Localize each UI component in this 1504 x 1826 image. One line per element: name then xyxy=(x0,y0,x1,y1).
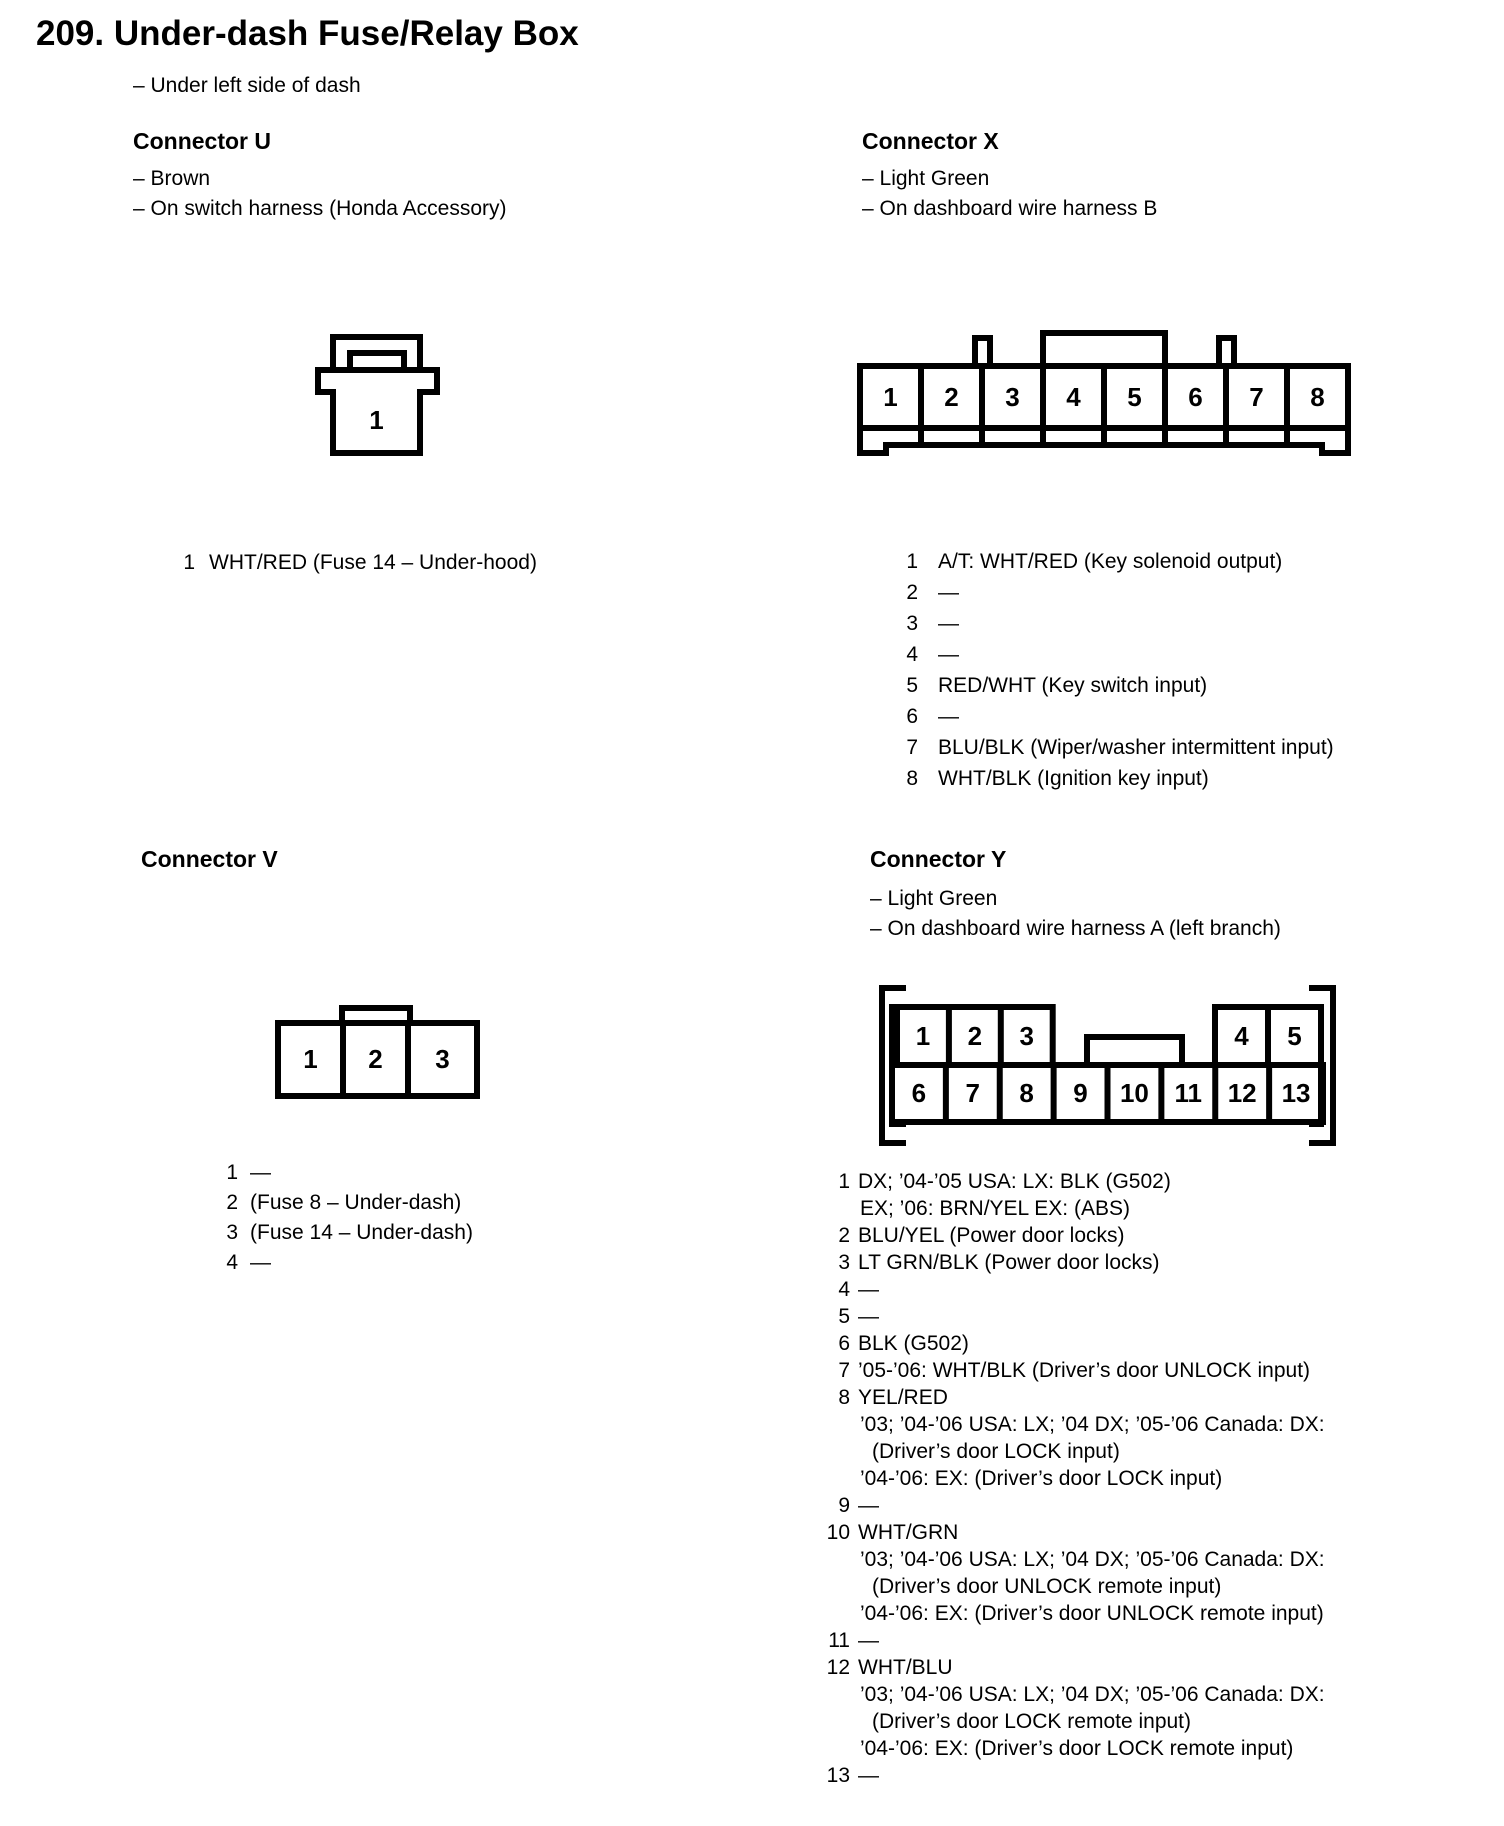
connector-x-key-tab xyxy=(975,338,990,366)
connector-x-pin-list xyxy=(898,546,1334,794)
pin-text-line: WHT/BLK (Ignition key input) xyxy=(938,767,1209,790)
pin-description xyxy=(858,1762,879,1789)
pin-description xyxy=(250,1248,271,1278)
cell-number: 1 xyxy=(915,1021,931,1051)
pin-row xyxy=(818,1303,1325,1330)
pin-text-line: (Driver’s door LOCK remote input) xyxy=(872,1710,1191,1733)
pin-text-line: — xyxy=(938,581,959,604)
pin-number: 9 xyxy=(838,1494,850,1517)
pin-number: 2 xyxy=(226,1191,238,1214)
pin-text-line: ’03; ’04-’06 USA: LX; ’04 DX; ’05-’06 Canada: DX: xyxy=(860,1413,1325,1436)
pin-number: 2 xyxy=(838,1224,850,1247)
connector-v-heading: Connector V xyxy=(141,846,278,872)
pin-description xyxy=(209,547,537,578)
pin-number: 4 xyxy=(838,1278,850,1301)
pin-text-line: ’03; ’04-’06 USA: LX; ’04 DX; ’05-’06 Canada: DX: xyxy=(860,1548,1325,1571)
pin-row xyxy=(818,1627,1325,1654)
pin-text-line: — xyxy=(858,1629,879,1652)
pin-description xyxy=(938,608,959,639)
pin-text-line: EX; ’06: BRN/YEL EX: (ABS) xyxy=(860,1197,1130,1220)
pin-number: 8 xyxy=(906,767,918,790)
pin-row xyxy=(898,546,1334,577)
pin-row xyxy=(222,1248,473,1278)
pin-row xyxy=(818,1384,1325,1492)
connector-u-note: – On switch harness (Honda Accessory) xyxy=(133,197,507,220)
pin-text-line: (Driver’s door LOCK input) xyxy=(872,1440,1120,1463)
cell-number: 2 xyxy=(967,1021,983,1051)
pin-text-line: A/T: WHT/RED (Key solenoid output) xyxy=(938,550,1283,573)
cell-number: 3 xyxy=(435,1044,450,1074)
pin-text-line: RED/WHT (Key switch input) xyxy=(938,674,1208,697)
pin-text-line: — xyxy=(858,1764,879,1787)
pin-number: 1 xyxy=(183,551,195,574)
pin-text-line: WHT/GRN xyxy=(858,1521,959,1544)
page-title: 209. Under-dash Fuse/Relay Box xyxy=(36,14,579,53)
pin-row xyxy=(818,1762,1325,1789)
connector-u-notes xyxy=(133,164,507,224)
pin-number: 6 xyxy=(906,705,918,728)
cell-number: 1 xyxy=(883,382,898,412)
connector-v-cell-numbers xyxy=(303,1044,449,1074)
connector-x-key-tab xyxy=(1219,338,1234,366)
pin-description xyxy=(858,1222,1125,1249)
pin-number: 1 xyxy=(838,1170,850,1193)
pin-row xyxy=(818,1357,1325,1384)
connector-x-note: – Light Green xyxy=(862,167,990,190)
pin-description xyxy=(858,1168,1171,1222)
connector-x-heading: Connector X xyxy=(862,128,999,154)
pin-row xyxy=(818,1249,1325,1276)
cell-number: 8 xyxy=(1019,1078,1034,1108)
cell-number: 6 xyxy=(1188,382,1203,412)
pin-row xyxy=(898,732,1334,763)
pin-text-line: — xyxy=(858,1494,879,1517)
pin-number: 13 xyxy=(826,1764,850,1787)
pin-number: 8 xyxy=(838,1386,850,1409)
connector-y-heading: Connector Y xyxy=(870,846,1007,872)
pin-text-line: (Fuse 8 – Under-dash) xyxy=(250,1191,462,1214)
cell-number: 6 xyxy=(911,1078,927,1108)
pin-description xyxy=(938,701,959,732)
pin-row xyxy=(222,1218,473,1248)
page-subtitle: – Under left side of dash xyxy=(133,74,361,97)
pin-row xyxy=(898,639,1334,670)
pin-row xyxy=(898,701,1334,732)
cell-number: 9 xyxy=(1073,1078,1088,1108)
cell-number: 13 xyxy=(1281,1078,1311,1108)
pin-description xyxy=(858,1249,1160,1276)
pin-description xyxy=(858,1276,879,1303)
pin-number: 4 xyxy=(906,643,918,666)
connector-y-diagram xyxy=(878,985,1338,1147)
connector-u-note: – Brown xyxy=(133,167,211,190)
pin-description xyxy=(858,1384,1325,1492)
pin-text-line: — xyxy=(938,643,959,666)
pin-number: 4 xyxy=(226,1251,238,1274)
pin-number: 5 xyxy=(838,1305,850,1328)
connector-u-diagram xyxy=(315,332,440,457)
pin-description xyxy=(858,1330,969,1357)
cell-number: 1 xyxy=(369,405,384,435)
pin-text-line: ’04-’06: EX: (Driver’s door UNLOCK remote input) xyxy=(860,1602,1324,1625)
pin-description xyxy=(250,1188,461,1218)
connector-u-pin-list xyxy=(181,547,537,578)
pin-row xyxy=(818,1276,1325,1303)
connector-v-diagram xyxy=(275,1003,480,1103)
pin-number: 11 xyxy=(828,1629,850,1652)
pin-text-line: — xyxy=(250,1161,271,1184)
connector-y-note: – Light Green xyxy=(870,887,998,910)
pin-row xyxy=(818,1168,1325,1222)
pin-text-line: BLU/BLK (Wiper/washer intermittent input) xyxy=(938,736,1334,759)
connector-u-flange xyxy=(318,370,437,392)
pin-description xyxy=(938,670,1207,701)
pin-row xyxy=(222,1188,473,1218)
pin-text-line: WHT/BLU xyxy=(858,1656,953,1679)
pin-text-line: LT GRN/BLK (Power door locks) xyxy=(858,1251,1160,1274)
pin-description xyxy=(938,763,1209,794)
pin-text-line: BLU/YEL (Power door locks) xyxy=(858,1224,1125,1247)
cell-number: 1 xyxy=(303,1044,318,1074)
cell-number: 2 xyxy=(368,1044,383,1074)
pin-description xyxy=(858,1627,879,1654)
pin-row xyxy=(222,1158,473,1188)
pin-number: 3 xyxy=(906,612,918,635)
pin-row xyxy=(898,763,1334,794)
cell-number: 12 xyxy=(1227,1078,1257,1108)
cell-number: 2 xyxy=(944,382,959,412)
pin-description xyxy=(938,639,959,670)
connector-v-pin-list xyxy=(222,1158,473,1278)
pin-text-line: WHT/RED (Fuse 14 – Under-hood) xyxy=(209,551,537,574)
pin-description xyxy=(938,732,1334,763)
cell-number: 3 xyxy=(1019,1021,1034,1051)
pin-description xyxy=(858,1357,1310,1384)
pin-row xyxy=(818,1492,1325,1519)
connector-y-notes xyxy=(870,884,1281,944)
pin-text-line: — xyxy=(858,1305,879,1328)
pin-description xyxy=(858,1492,879,1519)
pin-number: 1 xyxy=(226,1161,238,1184)
pin-text-line: ’03; ’04-’06 USA: LX; ’04 DX; ’05-’06 Canada: DX: xyxy=(860,1683,1325,1706)
pin-description xyxy=(858,1303,879,1330)
pin-number: 3 xyxy=(838,1251,850,1274)
pin-description xyxy=(938,546,1282,577)
pin-text-line: ’04-’06: EX: (Driver’s door LOCK remote input) xyxy=(860,1737,1294,1760)
connector-u-heading: Connector U xyxy=(133,128,271,154)
pin-text-line: — xyxy=(938,705,959,728)
pin-number: 10 xyxy=(826,1521,850,1544)
connector-x-notes xyxy=(862,164,1157,224)
connector-y-center-tab xyxy=(1087,1037,1182,1065)
cell-number: 11 xyxy=(1174,1078,1203,1108)
pin-row xyxy=(818,1519,1325,1627)
pin-number: 1 xyxy=(906,550,918,573)
connector-y-pin-list xyxy=(818,1168,1325,1789)
pin-row xyxy=(898,577,1334,608)
pin-number: 3 xyxy=(226,1221,238,1244)
pin-text-line: — xyxy=(250,1251,271,1274)
pin-text-line: (Fuse 14 – Under-dash) xyxy=(250,1221,473,1244)
pin-text-line: ’04-’06: EX: (Driver’s door LOCK input) xyxy=(860,1467,1223,1490)
pin-number: 5 xyxy=(906,674,918,697)
cell-number: 4 xyxy=(1234,1021,1249,1051)
pin-text-line: YEL/RED xyxy=(858,1386,948,1409)
pin-row xyxy=(181,547,537,578)
pin-text-line: (Driver’s door UNLOCK remote input) xyxy=(872,1575,1222,1598)
pin-number: 12 xyxy=(826,1656,850,1679)
connector-x-center-tab xyxy=(1043,333,1165,366)
connector-y-note: – On dashboard wire harness A (left branch) xyxy=(870,917,1281,940)
cell-number: 5 xyxy=(1127,382,1142,412)
cell-number: 7 xyxy=(965,1078,981,1108)
pin-number: 7 xyxy=(838,1359,850,1382)
connector-u-cell-numbers xyxy=(369,405,383,435)
connector-x-diagram xyxy=(856,321,1352,457)
pin-number: 2 xyxy=(906,581,918,604)
cell-number: 10 xyxy=(1119,1078,1149,1108)
cell-number: 7 xyxy=(1249,382,1264,412)
cell-number: 8 xyxy=(1310,382,1325,412)
connector-y-cell-dividers xyxy=(946,1065,1269,1122)
pin-text-line: — xyxy=(938,612,959,635)
pin-text-line: DX; ’04-’05 USA: LX: BLK (G502) xyxy=(858,1170,1171,1193)
pin-description xyxy=(250,1218,473,1248)
pin-row xyxy=(818,1654,1325,1762)
pin-description xyxy=(858,1519,1325,1627)
pin-description xyxy=(250,1158,271,1188)
connector-x-cell-dividers xyxy=(921,366,1287,445)
cell-number: 3 xyxy=(1005,382,1020,412)
pin-number: 6 xyxy=(838,1332,850,1355)
pin-row xyxy=(818,1222,1325,1249)
pin-row xyxy=(898,670,1334,701)
pin-row xyxy=(818,1330,1325,1357)
pin-text-line: BLK (G502) xyxy=(858,1332,969,1355)
pin-text-line: ’05-’06: WHT/BLK (Driver’s door UNLOCK input) xyxy=(858,1359,1311,1382)
connector-x-note: – On dashboard wire harness B xyxy=(862,197,1158,220)
pin-text-line: — xyxy=(858,1278,879,1301)
pin-row xyxy=(898,608,1334,639)
connector-y-cell-numbers xyxy=(912,1078,1311,1108)
cell-number: 4 xyxy=(1066,382,1081,412)
pin-description xyxy=(938,577,959,608)
cell-number: 5 xyxy=(1287,1021,1302,1051)
pin-number: 7 xyxy=(906,736,918,759)
pin-description xyxy=(858,1654,1325,1762)
